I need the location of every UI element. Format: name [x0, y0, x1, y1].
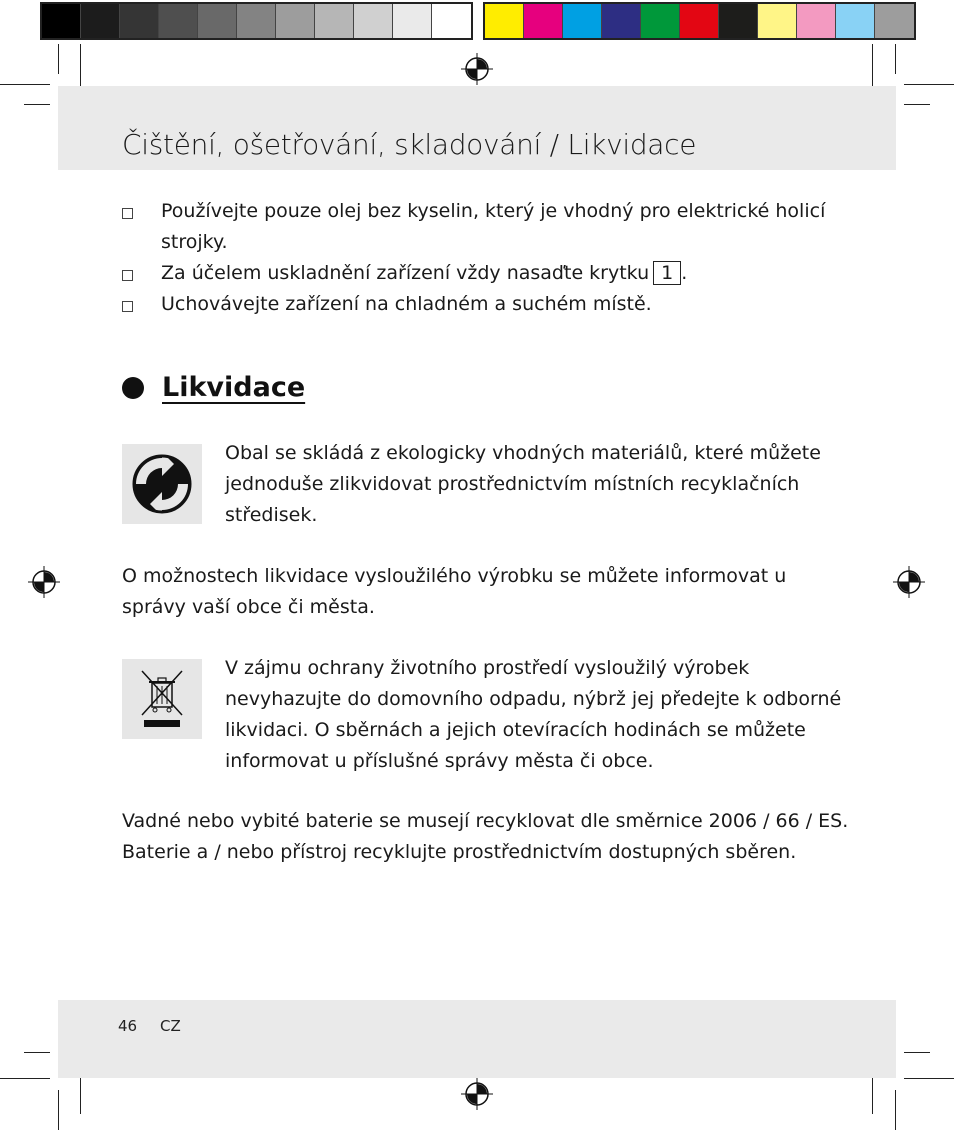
color-swatch	[432, 4, 471, 38]
packaging-disposal-text: Obal se skládá z ekologicky vhodných materiálů, které můžete jednoduše zlikvidovat prostřednictvím místních recyklačních středisek.	[225, 442, 821, 526]
page-title: Čištění, ošetřování, skladování / Likvidace	[122, 128, 697, 161]
color-swatch	[393, 4, 432, 38]
list-item	[122, 258, 842, 289]
color-swatch	[159, 4, 198, 38]
list-item	[122, 289, 842, 320]
crop-mark	[0, 1078, 50, 1079]
bullet-text: Uchovávejte zařízení na chladném a suchém místě.	[161, 293, 652, 315]
color-bar	[483, 2, 916, 40]
color-swatch	[276, 4, 315, 38]
color-swatch	[563, 4, 602, 38]
crop-mark	[24, 104, 50, 105]
crop-mark	[0, 84, 50, 85]
crop-mark	[24, 1052, 50, 1053]
crop-mark	[904, 84, 954, 85]
bullet-text: Používejte pouze olej bez kyselin, který je vhodný pro elektrické holicí strojky.	[161, 200, 826, 253]
color-swatch	[641, 4, 680, 38]
color-swatch	[602, 4, 641, 38]
color-swatch	[237, 4, 276, 38]
color-swatch	[836, 4, 875, 38]
grayscale-bar	[40, 2, 473, 40]
crop-mark	[872, 44, 873, 90]
color-swatch	[315, 4, 354, 38]
section-title: Likvidace	[162, 372, 306, 403]
bullet-square-icon	[122, 208, 133, 219]
crop-mark	[904, 104, 930, 105]
color-swatch	[719, 4, 758, 38]
bullet-text: Za účelem uskladnění zařízení vždy nasaďte krytku 1 .	[161, 262, 688, 284]
color-swatch	[81, 4, 120, 38]
color-swatch	[485, 4, 524, 38]
registration-mark-icon	[28, 566, 60, 598]
color-swatch	[875, 4, 914, 38]
color-swatch	[120, 4, 159, 38]
crop-mark	[895, 44, 896, 74]
bullet-square-icon	[122, 301, 133, 312]
color-swatch	[758, 4, 797, 38]
crossed-bin-icon	[122, 659, 202, 739]
color-swatch	[42, 4, 81, 38]
crop-mark	[904, 1078, 954, 1079]
bullet-square-icon	[122, 270, 133, 281]
bullet-dot-icon	[122, 377, 144, 399]
battery-disposal-text: Vadné nebo vybité baterie se musejí recyklovat dle směrnice 2006 / 66 / ES. Baterie a / nebo přístroj recyklujte prostřednictvím dostupných sběren.	[122, 810, 849, 863]
color-swatch	[198, 4, 237, 38]
green-dot-icon	[122, 444, 202, 524]
crop-mark	[58, 44, 59, 74]
weee-disposal-text: V zájmu ochrany životního prostředí vysloužilý výrobek nevyhazujte do domovního odpadu, nýbrž jej předejte k odborné likvidaci. O sběrnách a jejich otevíracích hodinách se můžete informovat u příslušné správy města či obce.	[225, 657, 842, 772]
crop-mark	[904, 1052, 930, 1053]
crop-mark	[872, 1074, 873, 1114]
color-swatch	[354, 4, 393, 38]
part-reference: 1	[653, 261, 681, 285]
registration-mark-icon	[461, 1078, 493, 1110]
disposal-info-text: O možnostech likvidace vysloužilého výrobku se můžete informovat u správy vaší obce či města.	[122, 565, 787, 618]
footer-band	[58, 1000, 896, 1078]
crop-mark	[58, 1090, 59, 1130]
registration-mark-icon	[461, 53, 493, 85]
language-code: CZ	[160, 1017, 181, 1035]
list-item	[122, 196, 842, 258]
registration-mark-icon	[893, 566, 925, 598]
page-number: 46	[118, 1017, 138, 1035]
crop-mark	[895, 1090, 896, 1130]
crop-mark	[80, 1074, 81, 1114]
care-bullet-list	[122, 196, 842, 320]
section-heading	[122, 372, 305, 403]
color-swatch	[797, 4, 836, 38]
color-swatch	[524, 4, 563, 38]
crop-mark	[80, 44, 81, 90]
color-swatch	[680, 4, 719, 38]
